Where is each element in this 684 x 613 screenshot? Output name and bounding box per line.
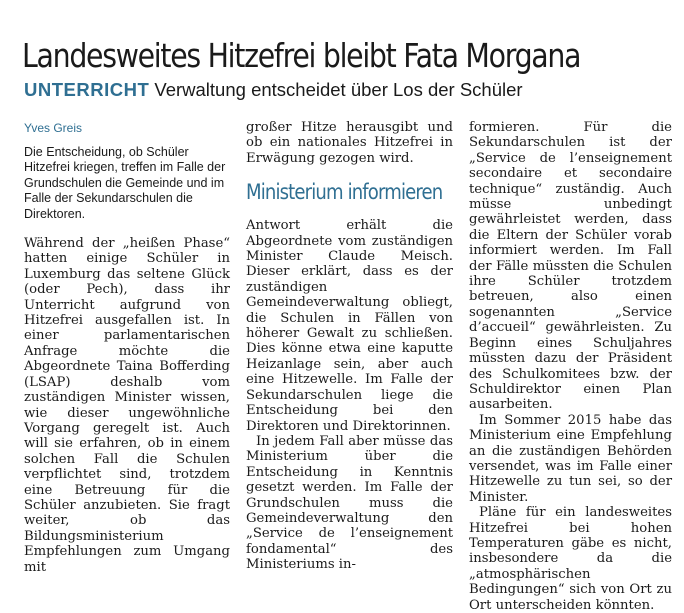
body-paragraph: Pläne für ein landesweites Hitzefrei bei hohen Temperaturen gäbe es nicht, insbesondere da die „atmosphärischen Bedingungen“ sich von Ort zu Ort unterscheiden könnten. bbox=[469, 505, 672, 613]
article-teaser: Die Entscheidung, ob Schüler Hitzefrei kriegen, treffen im Falle der Grundschulen die Gemeinde und im Falle der Sekundarschulen die Direktoren. bbox=[24, 145, 226, 221]
body-paragraph: Antwort erhält die Abgeordnete vom zuständigen Minister Claude Meisch. Dieser erklärt, dass es der zuständigen Gemeindeverwaltung obliegt, die Schulen in Fällen von höherer Gewalt zu schließen. Dies könne etwa eine kaputte Heizanlage sein, aber auch eine Hitzewelle. Im Falle der Sekundarschulen liege die Entscheidung bei den Direktoren und Direktorinnen. bbox=[246, 218, 453, 434]
article-column-3 bbox=[469, 120, 672, 613]
body-paragraph: großer Hitze herausgibt und ob ein nationales Hitzefrei in Erwägung gezogen wird. bbox=[246, 120, 453, 166]
body-paragraph: formieren. Für die Sekundarschulen ist der „Service de l’enseignement secondaire et secondaire technique“ zuständig. Auch müsse unbedingt gewährleistet werden, dass die Eltern der Schüler vorab informiert werden. Im Fall der Fälle müssten die Schulen ihre Schüler trotzdem betreuen, also einen sogenannten „Service d’accueil“ gewährleisten. Zu Beginn eines Schuljahres müssten dazu der Präsident des Schulkomitees bzw. der Schuldirektor einen Plan ausarbeiten. bbox=[469, 120, 672, 413]
section-crosshead: Ministerium informieren bbox=[246, 180, 443, 205]
body-paragraph: In jedem Fall aber müsse das Ministerium über die Entscheidung in Kenntnis gesetzt werden. Im Falle der Grundschulen muss die Gemeindeverwaltung den „Service de l’enseignement fondamental“ des Ministeriums in- bbox=[246, 433, 453, 573]
article-subhead bbox=[24, 78, 523, 102]
body-paragraph: Während der „heißen Phase“ hatten einige Schüler in Luxemburg das seltene Glück (oder Pech), dass ihr Unterricht aufgrund von Hitzefrei ausgefallen ist. In einer parlamentarischen Anfrage möchte die Abgeordnete Taina Bofferding (LSAP) deshalb vom zuständigen Minister wissen, wie dieser ungewöhnliche Vorgang geregelt ist. Auch will sie erfahren, ob in einem solchen Fall die Schulen verpflichtet sind, trotzdem eine Betreuung für die Schüler anzubieten. Sie fragt weiter, ob das Bildungsministerium Empfehlungen zum Umgang mit bbox=[24, 236, 230, 575]
article-subtitle: Verwaltung entscheidet über Los der Schüler bbox=[154, 79, 523, 100]
body-paragraph: Im Sommer 2015 habe das Ministerium eine Empfehlung an die zuständigen Behörden versendet, was im Falle einer Hitzewelle zu tun sei, so der Minister. bbox=[469, 412, 672, 505]
article-headline: Landesweites Hitzefrei bleibt Fata Morgana bbox=[22, 36, 581, 76]
article-column-2 bbox=[246, 120, 453, 573]
author-byline: Yves Greis bbox=[24, 121, 83, 135]
article-column-1 bbox=[24, 120, 230, 575]
section-kicker: UNTERRICHT bbox=[24, 79, 150, 100]
